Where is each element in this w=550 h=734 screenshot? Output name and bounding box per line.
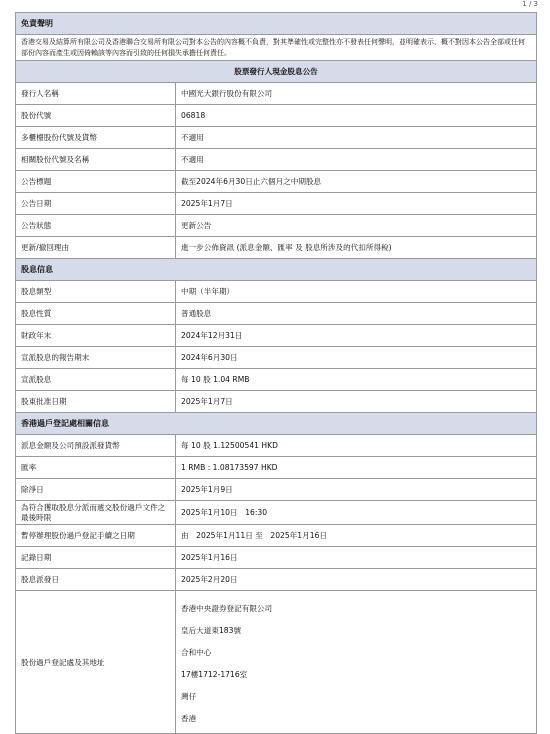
row-value: 不適用	[176, 127, 537, 149]
row-label: 股息類型	[16, 281, 176, 303]
table-row	[16, 479, 537, 501]
row-value: 2025年1月7日	[176, 391, 537, 413]
address-line: 香港中央證券登記有限公司	[181, 603, 273, 613]
address-line: 17樓1712-1716室	[181, 669, 248, 679]
row-label: 公告日期	[16, 193, 176, 215]
table-row	[16, 237, 537, 259]
row-label: 更新/撤回理由	[16, 237, 176, 259]
row-value: 不適用	[176, 149, 537, 171]
row-value: 06818	[176, 105, 537, 127]
row-label: 記錄日期	[16, 547, 176, 569]
row-label: 財政年末	[16, 325, 176, 347]
row-value: 2025年1月16日	[176, 547, 537, 569]
row-label: 公告標題	[16, 171, 176, 193]
row-label: 匯率	[16, 457, 176, 479]
disclaimer-text: 香港交易及結算所有限公司及香港聯合交易所有限公司對本公告的內容概不負責，對其準確性或完整性亦不發表任何聲明，並明確表示，概不對因本公告全部或任何部份內容而產生或因倚賴該等內容而引致的任何損失承擔任何責任。	[16, 35, 537, 61]
row-value: 每 10 股 1.12500541 HKD	[176, 435, 537, 457]
row-value: 1 RMB : 1.08173597 HKD	[176, 457, 537, 479]
page-number: 1 / 3	[522, 0, 538, 8]
table-row	[16, 281, 537, 303]
registrar-address	[176, 591, 537, 734]
table-row	[16, 525, 537, 547]
announcement-title: 股票發行人現金股息公告	[16, 61, 537, 83]
row-label: 宣派股息	[16, 369, 176, 391]
row-value: 由 2025年1月11日 至 2025年1月16日	[176, 525, 537, 547]
row-value: 中期（半年期）	[176, 281, 537, 303]
address-line: 灣仔	[181, 691, 197, 701]
row-label: 為符合獲取股息分派而遞交股份過戶文件之最後時限	[16, 501, 176, 525]
table-row	[16, 347, 537, 369]
dividend-section-title: 股息信息	[16, 259, 537, 281]
table-row	[16, 105, 537, 127]
table-row	[16, 83, 537, 105]
row-label: 股份過戶登記處及其地址	[16, 591, 176, 734]
registrar-address-row	[16, 591, 537, 734]
table-row	[16, 149, 537, 171]
row-label: 股東批准日期	[16, 391, 176, 413]
row-value: 中國光大銀行股份有限公司	[176, 83, 537, 105]
table-row	[16, 457, 537, 479]
address-line: 香港	[181, 713, 197, 723]
row-value: 2025年1月9日	[176, 479, 537, 501]
row-value: 更新公告	[176, 215, 537, 237]
row-label: 除淨日	[16, 479, 176, 501]
address-line: 皇后大道東183號	[181, 625, 242, 635]
row-value: 進一步公佈資訊 (派息金額、匯率 及 股息所涉及的代扣所得稅)	[176, 237, 537, 259]
table-row	[16, 215, 537, 237]
table-row	[16, 547, 537, 569]
table-row	[16, 303, 537, 325]
row-value: 2025年2月20日	[176, 569, 537, 591]
row-label: 宣派股息的報告期末	[16, 347, 176, 369]
table-row	[16, 569, 537, 591]
row-label: 股息派發日	[16, 569, 176, 591]
row-value: 2024年6月30日	[176, 347, 537, 369]
row-value: 2025年1月10日 16:30	[176, 501, 537, 525]
row-label: 派息金額及公司預設派發貨幣	[16, 435, 176, 457]
row-label: 多櫃檯股份代號及貨幣	[16, 127, 176, 149]
table-row	[16, 501, 537, 525]
row-label: 股息性質	[16, 303, 176, 325]
row-label: 相關股份代號及名稱	[16, 149, 176, 171]
registrar-section-title: 香港過戶登記處相關信息	[16, 413, 537, 435]
row-value: 2025年1月7日	[176, 193, 537, 215]
row-value: 每 10 股 1.04 RMB	[176, 369, 537, 391]
row-value: 普通股息	[176, 303, 537, 325]
table-row	[16, 369, 537, 391]
address-line: 合和中心	[181, 647, 212, 657]
table-row	[16, 435, 537, 457]
table-row	[16, 171, 537, 193]
row-value: 截至2024年6月30日止六個月之中期股息	[176, 171, 537, 193]
table-row	[16, 325, 537, 347]
table-row	[16, 391, 537, 413]
row-value: 2024年12月31日	[176, 325, 537, 347]
table-row	[16, 193, 537, 215]
disclaimer-title: 免責聲明	[16, 13, 537, 35]
row-label: 發行人名稱	[16, 83, 176, 105]
row-label: 股份代號	[16, 105, 176, 127]
dividend-announcement-table	[15, 12, 537, 734]
row-label: 公告狀態	[16, 215, 176, 237]
table-row	[16, 127, 537, 149]
row-label: 暫停辦理股份過戶登記手續之日期	[16, 525, 176, 547]
